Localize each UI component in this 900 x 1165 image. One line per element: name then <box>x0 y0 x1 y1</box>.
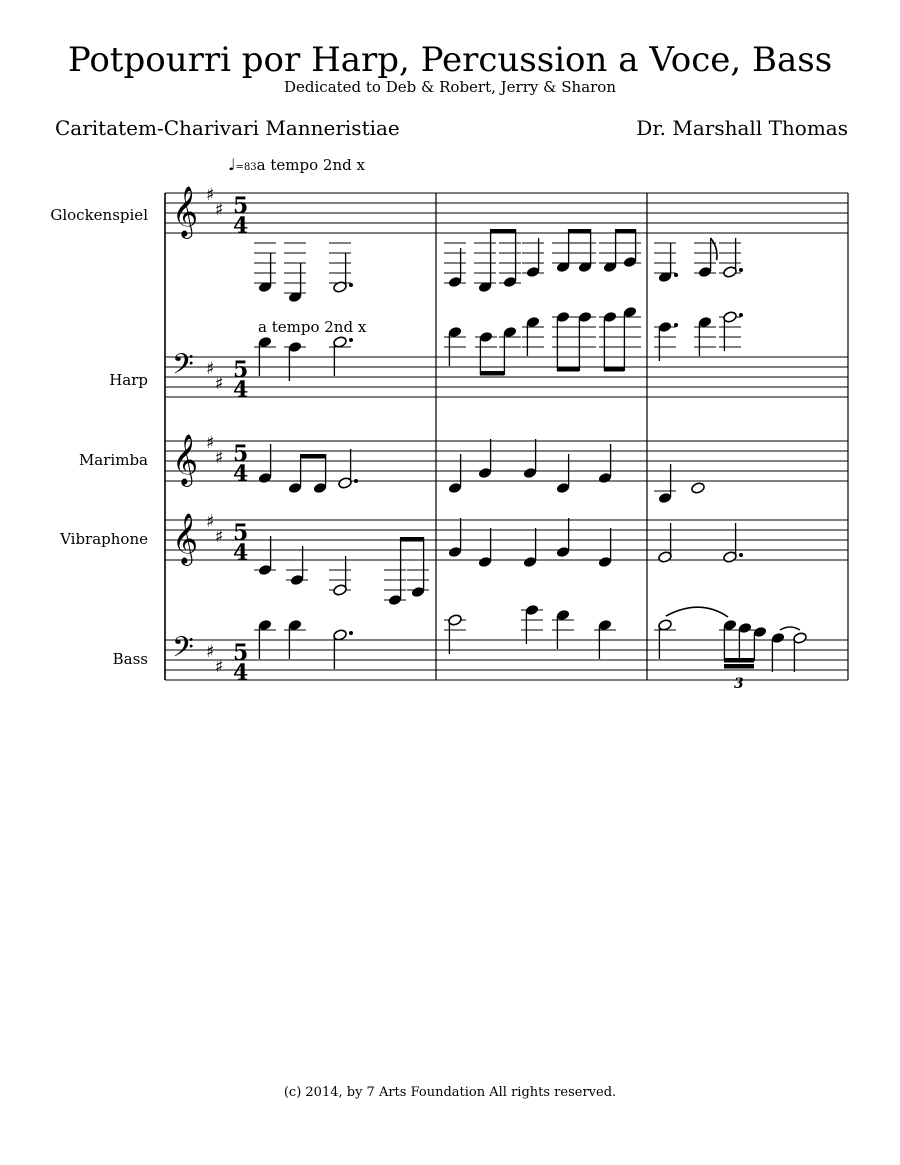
time-signature-bottom: 4 <box>233 461 249 487</box>
sharp-icon: ♯ <box>206 512 215 532</box>
beam <box>480 371 504 376</box>
tuplet-number: 3 <box>734 676 744 692</box>
sharp-icon: ♯ <box>206 642 215 662</box>
time-signature-top: 5 <box>233 520 249 546</box>
beam <box>724 664 754 669</box>
sharp-icon: ♯ <box>206 433 215 453</box>
tie <box>666 607 728 617</box>
copyright: (c) 2014, by 7 Arts Foundation All rights reserved. <box>283 1085 617 1100</box>
sharp-icon: ♯ <box>206 359 215 379</box>
sharp-icon: ♯ <box>215 527 224 547</box>
sharp-icon: ♯ <box>215 657 224 677</box>
quarter-note-icon: ♩ <box>228 155 236 174</box>
tempo-equals: = <box>235 162 244 173</box>
instrument-label-marimba: Marimba <box>78 451 148 469</box>
sharp-icon: ♯ <box>206 185 215 205</box>
instrument-label-harp: Harp <box>109 371 148 389</box>
time-signature-top: 5 <box>233 357 249 383</box>
beam <box>604 367 624 372</box>
composer: Dr. Marshall Thomas <box>636 116 848 140</box>
time-signature-bottom: 4 <box>233 213 249 239</box>
augmentation-dot <box>674 323 678 327</box>
beam <box>490 229 516 234</box>
treble-clef-icon: 𝄞 <box>172 513 199 564</box>
beam <box>568 229 591 234</box>
augmentation-dot <box>674 273 678 277</box>
beam <box>301 454 326 459</box>
augmentation-dot <box>739 268 743 272</box>
note-head <box>691 482 706 495</box>
harp-tempo-text: a tempo 2nd x <box>258 318 367 336</box>
instrument-label-glockenspiel: Glockenspiel <box>50 206 148 224</box>
augmentation-dot <box>349 283 353 287</box>
score-title: Potpourri por Harp, Percussion a Voce, Bass <box>67 40 833 80</box>
time-signature-top: 5 <box>233 441 249 467</box>
sharp-icon: ♯ <box>215 374 224 394</box>
bass-clef-icon: 𝄢 <box>172 348 194 388</box>
instrument-label-bass: Bass <box>112 650 148 668</box>
augmentation-dot <box>349 338 353 342</box>
sharp-icon: ♯ <box>215 200 224 220</box>
treble-clef-icon: 𝄞 <box>172 434 199 485</box>
treble-clef-icon: 𝄞 <box>172 186 199 237</box>
time-signature-top: 5 <box>233 193 249 219</box>
tempo-bpm: 83 <box>243 162 257 173</box>
augmentation-dot <box>349 631 353 635</box>
instrument-label-vibraphone: Vibraphone <box>60 530 148 548</box>
subtitle: Caritatem-Charivari Manneristiae <box>55 116 400 140</box>
dedication: Dedicated to Deb & Robert, Jerry & Sharon <box>283 78 616 96</box>
beam <box>400 537 424 542</box>
beam <box>615 229 636 234</box>
staff-harp <box>165 348 848 403</box>
sharp-icon: ♯ <box>215 448 224 468</box>
time-signature-bottom: 4 <box>233 377 249 403</box>
beam <box>724 658 754 663</box>
staff-vibraphone <box>165 512 848 566</box>
time-signature-bottom: 4 <box>233 540 249 566</box>
augmentation-dot <box>354 479 358 483</box>
time-signature-bottom: 4 <box>233 660 249 686</box>
augmentation-dot <box>739 313 743 317</box>
tie <box>780 627 800 630</box>
tempo-text: a tempo 2nd x <box>256 156 365 174</box>
bass-clef-icon: 𝄢 <box>172 631 194 671</box>
beam <box>557 367 579 372</box>
augmentation-dot <box>739 553 743 557</box>
note-flag <box>711 238 717 260</box>
time-signature-top: 5 <box>233 640 249 666</box>
